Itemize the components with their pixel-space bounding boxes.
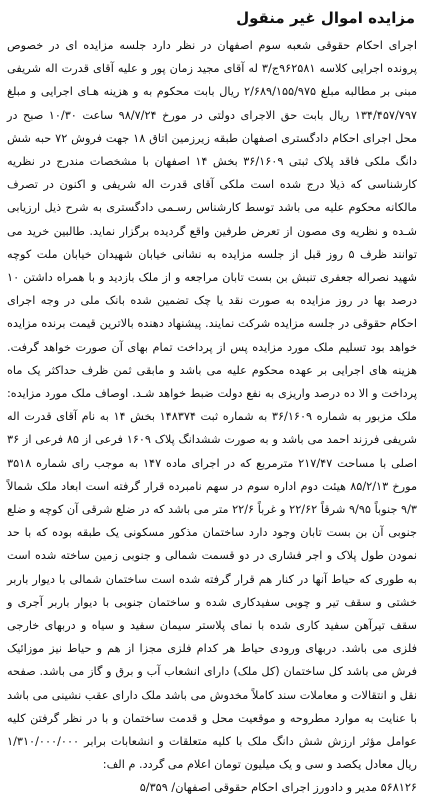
notice-title: مزایده اموال غیر منقول [236,9,415,27]
notice-body: اجرای احکام حقوقی شعبه سوم اصفهان در نظر دارد جلسه مزایده ای در خصوص پرونده اجرایی کلاسه ۹۶۲۵۸۱ج/۳ له آقای مجید زمان پور و علیه آقای قدرت اله شریفی مبنی بر مطالبه مبلغ ۲/۶۸۹/۱۵۵/۹۷۵ ریال بابت محکوم به و هزینه هـای اجرایی و مبلغ ۱۳۴/۴۵۷/۷۹۷ ریال بابت حق الاجرای دولتی در مورخ ۹۸/۷/۲۴ ساعت ۱۰/۳۰ صبح در محل اجرای احکام دادگستری اصفهان طبقه زیرزمین اتاق ۱۸ جهت فروش ۷۲ حبه شش دانگ ملکی فاقد پلاک ثبتی ۳۶/۱۶۰۹ بخش ۱۴ اصفهان با مشخصات مندرج در نظریه کارشناسی که ذیلا درج شده است ملکی آقای قدرت اله شریفی و اکنون در تصرف مالکانه محکوم علیه می باشد توسط کارشناس رسـمی دادگستری به شرح ذیل ارزیابی شـده و نظریه وی مصون از تعرض طرفین واقع گردیده برگزار نماید. طالبین خرید می توانند ظرف ۵ روز قبل از جلسه مزایده به نشانی خیابان شهیدان خیابان ملت کوچه شهید نصراله جعفری تنبش بن بست تابان مراجعه و از ملک بازدید و با همراه داشتن ۱۰ درصد بها در روز مزایده به صورت نقد یا چک تضمین شده بانک ملی در وجه اجرای احکام حقوقی در جلسه مزایده شرکت نمایند. پیشنهاد دهنده بالاترین قیمت برنده مزایده خواهد بود تسلیم ملک مورد مزایده پس از پرداخت تمام بهای آن صورت خواهد گرفت. هزینه های اجرایی بر عهده محکوم علیه می باشد و مابقی ثمن ظرف حداکثر یک ماه پرداخت و الا ده درصد واریزی به نفع دولت ضبط خواهد شـد. اوصاف ملک مورد مزایده: ملک مزبور به شماره ۳۶/۱۶۰۹ به شماره ثبت ۱۴۸۳۷۴ بخش ۱۴ به نام آقای قدرت اله شریفی فرزند احمد می باشد و به صورت ششدانگ پلاک ۱۶۰۹ فرعی از ۸۵ فرعی از ۳۶ اصلی با مساحت ۲۱۷/۴۷ مترمربع که در اجرای ماده ۱۴۷ به موجب رای شماره ۳۵۱۸ مورخ ۸۵/۲/۱۳ هیئت دوم اداره سوم در سهم نامبرده قرار گرفته است ابعاد ملک شمالاً ۹/۳ جنوباً ۹/۹۵ شرقاً ۲۲/۶۲ و غرباً ۲۲/۶ متر می باشد که در ضلع شرقی آن کوچه و ضلع جنوبی آن بن بست تابان وجود دارد ساختمان مذکور مسکونی یک طبقه بوده که با حد نمودن طول پلاک و اجر فشاری در دو قسمت شمالی و جنوبی زمین ساخته شده است به طوری که حیاط آنها در کنار هم قرار گرفته شده است ساختمان شمالی با دیوار باربر خشتی و سقف تیر و چوبی سفیدکاری شده و ساختمان جنوبی با دیوار باربر آجری و سقف تیرآهن سفید کاری شده با نمای پلاستر سیمان سفید و سیاه و دربهای خارجی فلزی می باشد. دربهای ورودی حیاط هر کدام فلزی مجزا از هم و حیاط نیز موزائیک فرش می باشد کل ساختمان (کل ملک) دارای انشعاب آب و برق و گاز می باشد. صفحه نقل و انتقالات و معاملات سند کاملاً مخدوش می باشد ملک دارای عقب نشینی می باشد با عنایت به موارد مطروحه و موقعیت محل و قدمت ساختمان و با در نظر گرفتن کلیه عوامل مؤثر ارزش شش دانگ ملک با کلیه متعلقات و انشعابات برابر ۱/۳۱۰/۰۰۰/۰۰۰ ریال معادل یکصد و سی و یک میلیون تومان اعلام می گردد. م الف: [7,39,418,772]
notice-footer: ۵۶۸۱۲۶ مدیر و دادورز اجرای احکام حقوقی اصفهان/ ۵/۳۵۹ [139,780,417,794]
